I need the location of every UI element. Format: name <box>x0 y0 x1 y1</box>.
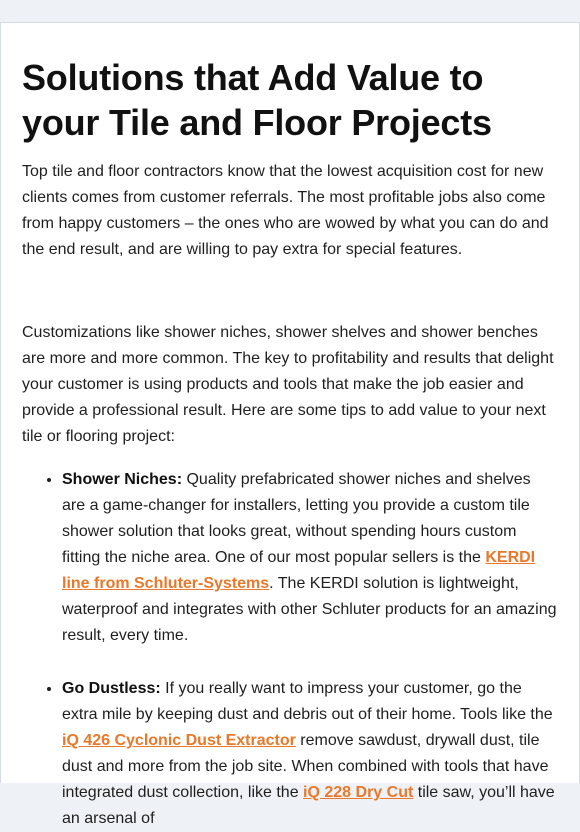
tip-go-dustless <box>62 675 557 832</box>
intro-paragraph: Top tile and floor contractors know that the lowest acquisition cost for new clients comes from customer referrals. The most profitable jobs also come from happy customers – the ones who are wowed by what you can do and the end result, and are willing to pay extra for special features. <box>22 163 549 258</box>
email-card <box>0 22 580 827</box>
tip-heading: Shower Niches: <box>62 471 183 488</box>
dry-cut-link[interactable]: iQ 228 Dry Cut <box>303 784 414 801</box>
tip-text: tile saw, you’ll have an arsenal of <box>62 784 555 827</box>
kerdi-link[interactable]: KERDI line from Schluter-Systems <box>62 549 536 592</box>
article-body <box>1 23 579 832</box>
tip-text: remove sawdust, drywall dust, tile dust and more from the job site. When combined with tools that have integrated dust collection, like the <box>62 732 549 801</box>
tip-text: Quality prefabricated shower niches and shelves are a game-changer for installers, letting you provide a custom tile shower solution that looks great, without spending hours custom fitting the niche area. One of our most popular sellers is the <box>62 471 531 566</box>
article-title: Solutions that Add Value to your Tile and Floor Projects <box>22 57 492 143</box>
dust-extractor-link[interactable]: iQ 426 Cyclonic Dust Extractor <box>62 732 296 749</box>
tip-text: If you really want to impress your customer, go the extra mile by keeping dust and debris out of their home. Tools like the <box>62 680 553 723</box>
tip-text: . The KERDI solution is lightweight, waterproof and integrates with other Schluter products for an amazing result, every time. <box>62 575 557 644</box>
tips-list <box>22 466 557 832</box>
customizations-paragraph: Customizations like shower niches, shower shelves and shower benches are more and more common. The key to profitability and results that delight your customer is using products and tools that make the job easier and provide a professional result. Here are some tips to add value to your next tile or flooring project: <box>22 324 554 445</box>
top-bar <box>0 0 580 22</box>
tip-heading: Go Dustless: <box>62 680 161 697</box>
tip-shower-niches <box>62 466 557 649</box>
